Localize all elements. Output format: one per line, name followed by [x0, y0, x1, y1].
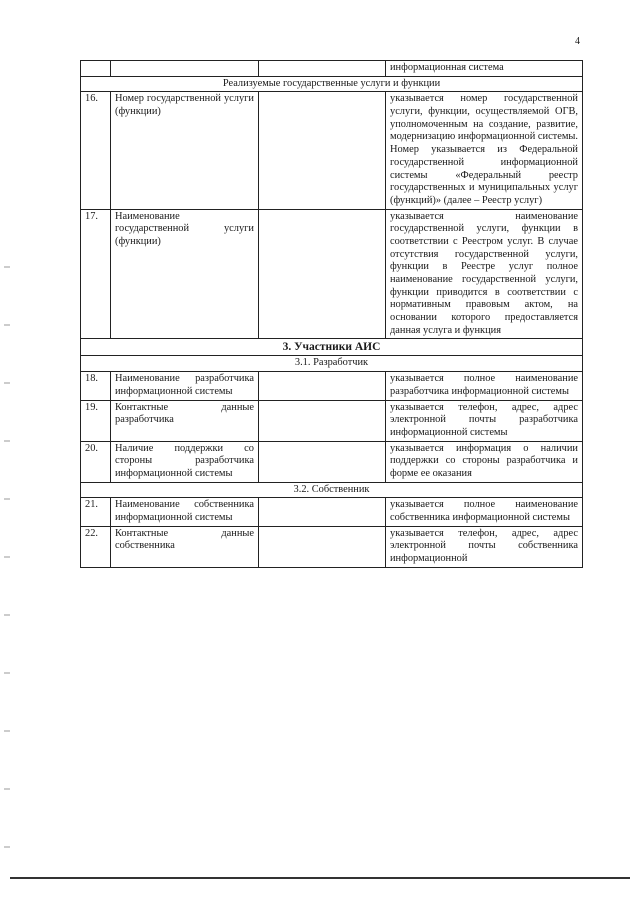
document-table: [80, 60, 583, 568]
row-field-name: Номер государственной услуги (функции): [111, 92, 259, 209]
row-field-name: Наименование собственника информационной системы: [111, 498, 259, 526]
row-number: 21.: [81, 498, 111, 526]
subsection-header-row: [81, 356, 583, 372]
table-row: [81, 526, 583, 567]
section-header-row: [81, 339, 583, 356]
row-note: указывается телефон, адрес, адрес электронной почты разработчика информационной системы: [386, 400, 583, 441]
row-value: [259, 372, 386, 400]
cell-empty: [259, 61, 386, 77]
subsection-header-row: [81, 482, 583, 498]
table-row: [81, 92, 583, 209]
cell-note: информационная система: [386, 61, 583, 77]
table-row: [81, 209, 583, 339]
row-number: 20.: [81, 441, 111, 482]
subsection-header: 3.2. Собственник: [81, 482, 583, 498]
row-note: указывается полное наименование разработчика информационной системы: [386, 372, 583, 400]
row-value: [259, 498, 386, 526]
row-field-name: Наличие поддержки со стороны разработчика информационной системы: [111, 441, 259, 482]
row-value: [259, 209, 386, 339]
row-field-name: Контактные данные собственника: [111, 526, 259, 567]
row-note: указывается телефон, адрес, адрес электронной почты собственника информационной: [386, 526, 583, 567]
row-number: 19.: [81, 400, 111, 441]
cell-empty: [111, 61, 259, 77]
row-note: указывается информация о наличии поддержки со стороны разработчика и форме ее оказания: [386, 441, 583, 482]
row-field-name: Наименование разработчика информационной системы: [111, 372, 259, 400]
row-value: [259, 526, 386, 567]
table-row: [81, 372, 583, 400]
row-note: указывается номер государственной услуги, функции, осуществляемой ОГВ, уполномоченным на создание, развитие, модернизацию информационной системы. Номер указывается из Федеральной государственной информационной системы «Федеральный реестр государственных и муниципальных услуг (функций)» (далее – Реестр услуг): [386, 92, 583, 209]
scan-bottom-edge: [10, 877, 630, 879]
section-title: 3. Участники АИС: [81, 339, 583, 356]
table-row: [81, 400, 583, 441]
table-row: [81, 441, 583, 482]
row-number: 17.: [81, 209, 111, 339]
row-value: [259, 441, 386, 482]
row-field-name: Наименование государственной услуги (функции): [111, 209, 259, 339]
cell-empty: [81, 61, 111, 77]
row-number: 18.: [81, 372, 111, 400]
row-field-name: Контактные данные разработчика: [111, 400, 259, 441]
subsection-header: Реализуемые государственные услуги и функции: [81, 76, 583, 92]
subsection-header: 3.1. Разработчик: [81, 356, 583, 372]
scan-margin-marks: [4, 230, 10, 850]
row-note: указывается полное наименование собственника информационной системы: [386, 498, 583, 526]
subsection-header-row: [81, 76, 583, 92]
page-number: 4: [575, 36, 580, 47]
row-number: 16.: [81, 92, 111, 209]
table-row: [81, 61, 583, 77]
row-number: 22.: [81, 526, 111, 567]
row-value: [259, 92, 386, 209]
table-row: [81, 498, 583, 526]
row-value: [259, 400, 386, 441]
row-note: указывается наименование государственной услуги, функции в соответствии с Реестром услуг. В случае отсутствия государственной услуги, функции в Реестре услуг полное наименование государственной услуги, функции приводится в соответствии с нормативным правовым актом, на основании которого предоставляется данная услуга и функция: [386, 209, 583, 339]
